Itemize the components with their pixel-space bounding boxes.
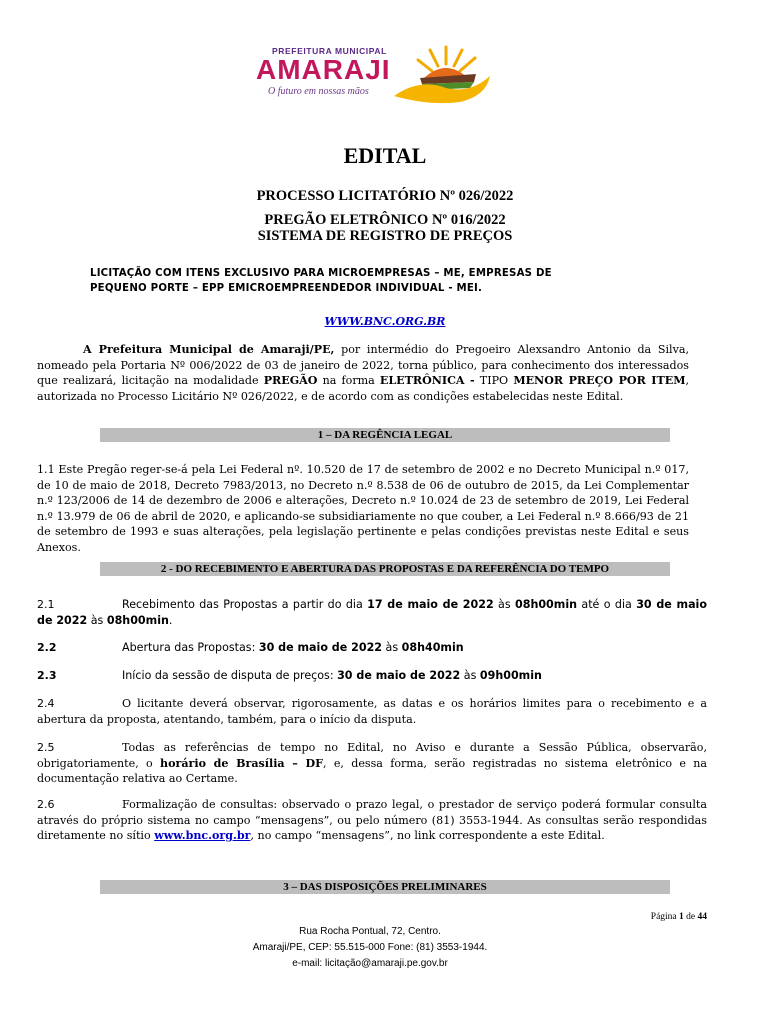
page-current: 1 xyxy=(679,912,684,922)
item-2-1 xyxy=(37,597,707,628)
section-1-heading: 1 – DA REGÊNCIA LEGAL xyxy=(100,428,670,442)
item-2-2-text: Abertura das Propostas: xyxy=(122,641,259,654)
registration-system: SISTEMA DE REGISTRO DE PREÇOS xyxy=(257,228,513,244)
document-title: EDITAL xyxy=(343,143,427,168)
item-2-2 xyxy=(37,640,707,656)
page-footer xyxy=(0,924,740,972)
item-2-1-time-start: 08h00min xyxy=(515,598,578,611)
item-2-2-number: 2.2 xyxy=(37,641,57,654)
item-2-2-time: 08h40min xyxy=(401,641,464,654)
item-2-6 xyxy=(37,797,707,844)
item-2-5 xyxy=(37,740,707,787)
intro-bold-4: MENOR PREÇO POR ITEM xyxy=(513,374,686,388)
item-2-3-time: 09h00min xyxy=(479,669,542,682)
exclusive-notice-line2: PEQUENO PORTE – EPP EMICROEMPREENDEDOR INDIVIDUAL - MEI. xyxy=(90,283,483,294)
item-2-2-text-2: às xyxy=(382,641,402,654)
pregao-number: PREGÃO ELETRÔNICO Nº 016/2022 xyxy=(264,212,506,228)
item-2-1-text-2: às xyxy=(493,598,515,611)
intro-bold-3: ELETRÔNICA - xyxy=(379,374,475,388)
item-2-1-text-5: . xyxy=(168,613,173,627)
item-2-5-timezone: horário de Brasília – DF xyxy=(160,756,323,770)
item-2-6-number: 2.6 xyxy=(37,798,55,811)
item-2-1-time-end: 08h00min xyxy=(106,613,169,627)
process-number: PROCESSO LICITATÓRIO Nº 026/2022 xyxy=(256,188,514,204)
item-2-5-text: Todas as referências de tempo no Edital, no Aviso e durante a Sessão Pública, observarão, obrigatoriamente, o xyxy=(37,741,707,770)
intro-bold-2: PREGÃO xyxy=(263,374,318,388)
item-2-3 xyxy=(37,668,707,684)
intro-text-3: TIPO xyxy=(474,374,514,388)
item-2-1-text-4: às xyxy=(87,613,107,627)
item-2-3-text-2: às xyxy=(460,669,480,682)
intro-bold-1: A Prefeitura Municipal de Amaraji/PE, xyxy=(83,343,335,356)
logo-main-text: AMARAJI xyxy=(256,54,391,85)
website-link[interactable]: WWW.BNC.ORG.BR xyxy=(324,315,446,328)
intro-paragraph xyxy=(37,342,689,404)
prefeitura-logo xyxy=(250,44,500,104)
item-2-3-date: 30 de maio de 2022 xyxy=(337,669,461,682)
item-2-4-number: 2.4 xyxy=(37,697,55,710)
intro-text-1: por intermédio do Pregoeiro Alexsandro Antonio da Silva, nomeado pela Portaria Nº 006/2022 de 03 de janeiro de 2022, torna público, para conhecimento dos interessados que realizará, licitação na modalidade xyxy=(37,343,689,388)
exclusive-notice-line1: LICITAÇÃO COM ITENS EXCLUSIVO PARA MICROEMPRESAS – ME, EMPRESAS DE xyxy=(90,268,552,279)
item-2-1-text-3: até o dia xyxy=(577,598,637,611)
section-1-text: 1.1 Este Pregão reger-se-á pela Lei Federal nº. 10.520 de 17 de setembro de 2002 e no Decreto Municipal n.º 017, de 10 de maio de 2018, Decreto 7983/2013, no Decreto n.º 8.538 de 06 de outubro de 2015, da Lei Complementar n.º 123/2006 de 14 de dezembro de 2006 e alterações, Decreto n.º 10.024 de 23 de setembro de 2019, Lei Federal n.º 13.979 de 06 de abril de 2020, e aplicando-se subsidiariamente no que couber, a Lei Federal n.º 8.666/93 de 21 de setembro de 1993 e suas alterações, pela legislação pertinente e pelas condições previstas neste Edital e seus Anexos. xyxy=(37,463,689,554)
item-2-4-text: O licitante deverá observar, rigorosamente, as datas e os horários limites para o recebimento e a abertura da proposta, atentando, também, para o início da disputa. xyxy=(37,697,707,726)
item-2-5-number: 2.5 xyxy=(37,741,55,754)
footer-city-phone: Amaraji/PE, CEP: 55.515-000 Fone: (81) 3553-1944. xyxy=(252,942,488,953)
section-2-heading: 2 - DO RECEBIMENTO E ABERTURA DAS PROPOSTAS E DA REFERÊNCIA DO TEMPO xyxy=(100,562,670,576)
item-2-5-text-2: , e, dessa forma, serão registradas no sistema eletrônico e na documentação relativa ao Certame. xyxy=(37,756,707,786)
item-2-3-text: Início da sessão de disputa de preços: xyxy=(122,669,338,682)
intro-text-2: na forma xyxy=(317,374,380,388)
item-2-4 xyxy=(37,696,707,727)
item-2-1-date-start: 17 de maio de 2022 xyxy=(367,598,494,611)
item-2-3-number: 2.3 xyxy=(37,669,57,682)
item-2-1-date-end: 30 de maio de 2022 xyxy=(37,598,707,627)
page-total: 44 xyxy=(697,912,707,922)
footer-address: Rua Rocha Pontual, 72, Centro. xyxy=(299,926,441,937)
footer-email: e-mail: licitação@amaraji.pe.gov.br xyxy=(292,958,448,969)
intro-text-4: , autorizada no Processo Licitário Nº 026/2022, e de acordo com as condições estabelecidas neste Edital. xyxy=(37,374,690,403)
item-2-1-text: Recebimento das Propostas a partir do dia xyxy=(122,598,368,611)
page-label: Página xyxy=(650,912,680,922)
item-2-2-date: 30 de maio de 2022 xyxy=(258,641,383,654)
logo-slogan-text: O futuro em nossas mãos xyxy=(268,86,369,97)
sun-hand-logo-icon xyxy=(390,44,495,104)
page-number xyxy=(0,912,707,922)
section-3-heading: 3 – DAS DISPOSIÇÕES PRELIMINARES xyxy=(100,880,670,894)
item-2-6-text: Formalização de consultas: observado o prazo legal, o prestador de serviço poderá formular consulta através do próprio sistema no campo “mensagens”, ou pelo número (81) 3553-1944. As consultas serão respondidas diretamente no sítio xyxy=(37,798,707,843)
item-2-1-number: 2.1 xyxy=(37,598,55,611)
item-2-6-text-2: , no campo “mensagens”, no link correspondente a este Edital. xyxy=(250,829,605,843)
logo-top-text: PREFEITURA MUNICIPAL xyxy=(272,46,387,56)
page-of: de xyxy=(683,912,698,922)
bnc-website-link[interactable]: www.bnc.org.br xyxy=(154,829,251,843)
